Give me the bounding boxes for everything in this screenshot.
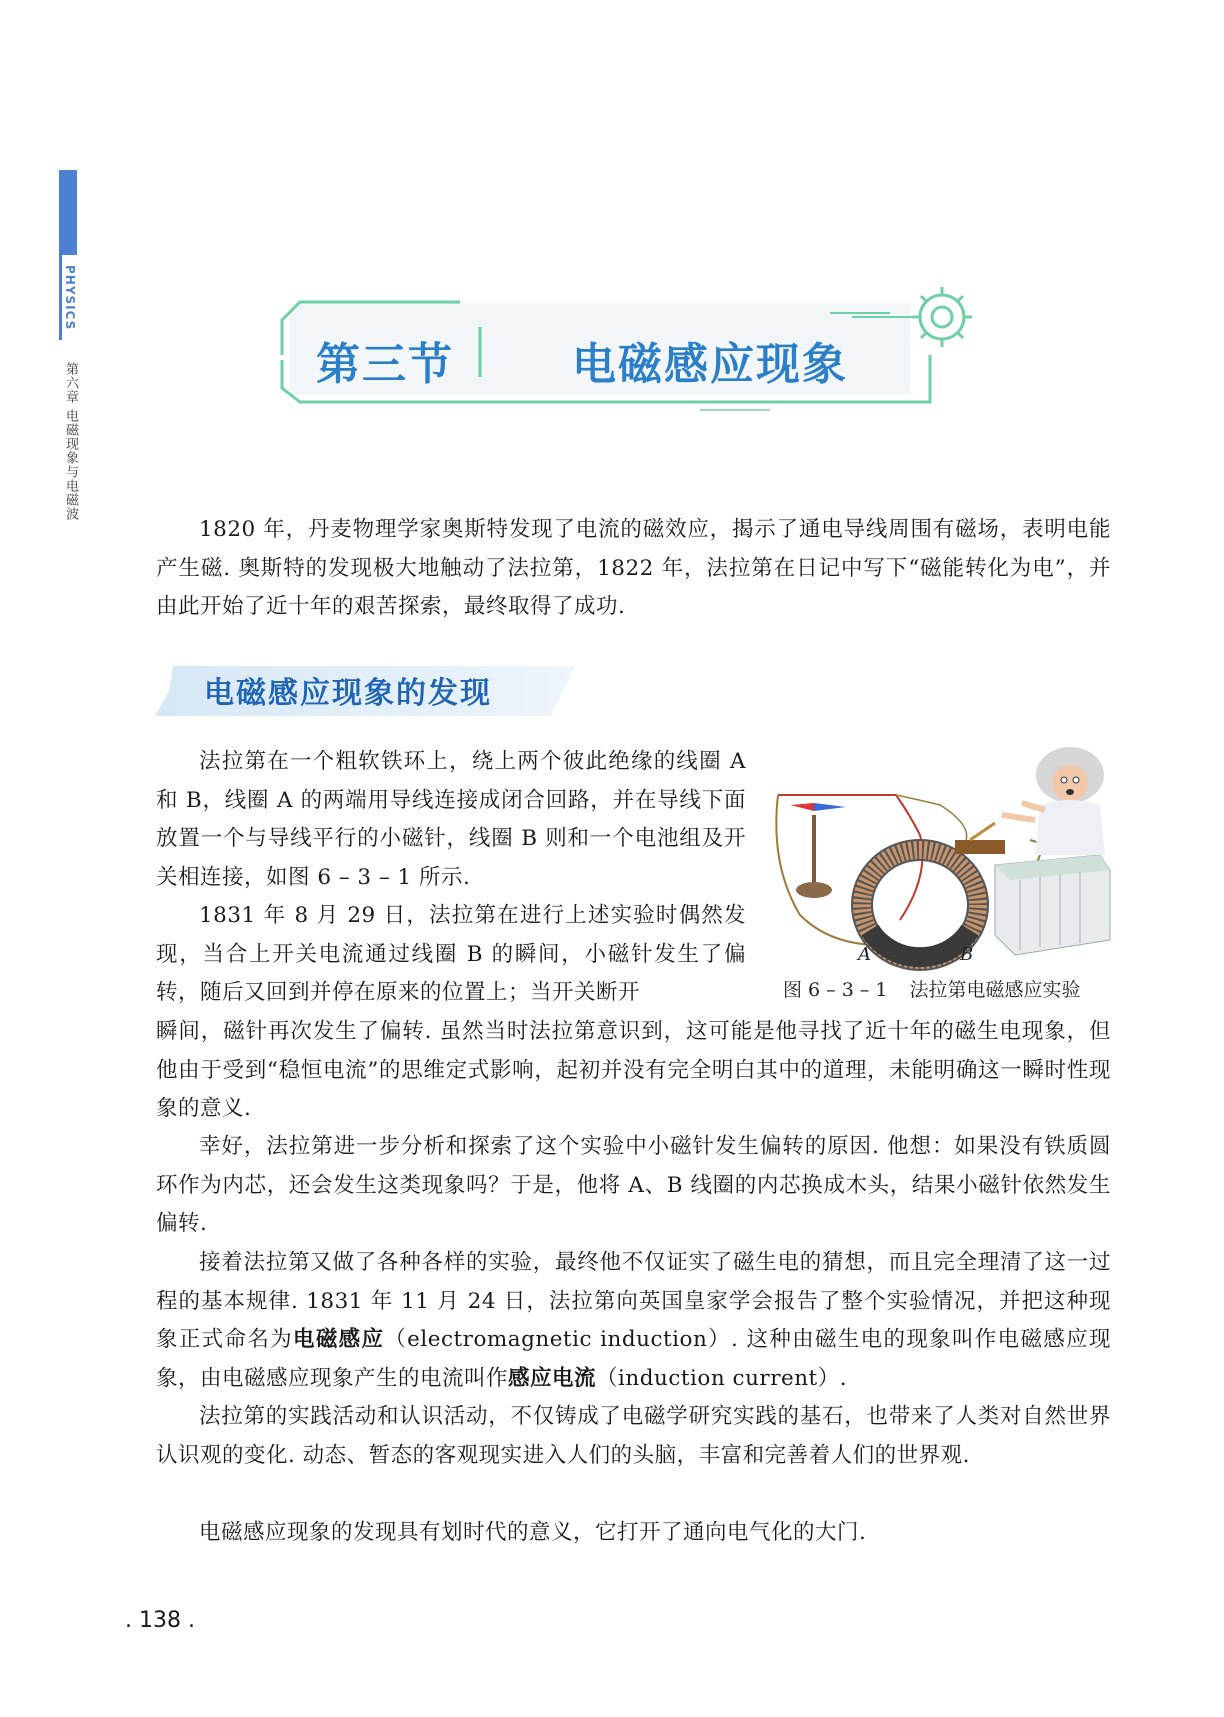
subsection-title: 电磁感应现象的发现 [204, 676, 492, 711]
paragraph-conclusion: 电磁感应现象的发现具有划时代的意义，它打开了通向电气化的大门. [199, 1520, 867, 1545]
figure-caption [783, 975, 1080, 1002]
paragraph-discovery-lead: 1831 年 8 月 29 日，法拉第在进行上述实验时偶然发现，当合上开关电流通过线圈 B 的瞬间，小磁针发生了偏转，随后又回到并停在原来的位置上；当开关断开 [156, 903, 746, 1005]
paragraph-analysis: 幸好，法拉第进一步分析和探索了这个实验中小磁针发生偏转的原因. 他想：如果没有铁质圆环作为内芯，还会发生这类现象吗？于是，他将 A、B 线圈的内芯换成木头，结果小磁针依然发生偏转. [156, 1134, 1111, 1236]
definition-text-c: （induction current）. [596, 1365, 848, 1391]
side-chapter-label: 第六章 电磁现象与电磁波 [63, 362, 78, 522]
side-subject-label: PHYSICS [59, 255, 77, 340]
intro-paragraph: 1820 年，丹麦物理学家奥斯特发现了电流的磁效应，揭示了通电导线周围有磁场，表明电能产生磁. 奥斯特的发现极大地触动了法拉第，1822 年，法拉第在日记中写下“磁能转化为电”，并由此开始了近十年的艰苦探索，最终取得了成功. [156, 517, 1111, 619]
figure-caption-text: 法拉第电磁感应实验 [909, 979, 1081, 1001]
paragraph-definition [156, 1244, 1111, 1398]
page-number: . 138 . [125, 1608, 195, 1633]
faraday-experiment-figure [770, 745, 1115, 980]
term-electromagnetic-induction: 电磁感应 [293, 1327, 385, 1352]
coil-b-label: B [960, 944, 974, 965]
figure-number: 图 6 – 3 – 1 [783, 979, 888, 1001]
section-number: 第三节 [316, 339, 454, 390]
paragraph-discovery-rest: 瞬间，磁针再次发生了偏转. 虽然当时法拉第意识到，这可能是他寻找了近十年的磁生电现象，但他由于受到“稳恒电流”的思维定式影响，起初并没有完全明白其中的道理，未能明确这一瞬时性现象的意义. [156, 1019, 1111, 1121]
term-induction-current: 感应电流 [508, 1365, 597, 1391]
paragraph-significance: 法拉第的实践活动和认识活动，不仅铸成了电磁学研究实践的基石，也带来了人类对自然世界认识观的变化. 动态、暂态的客观现实进入人们的头脑，丰富和完善着人们的世界观. [156, 1404, 1111, 1468]
definition-text-a: 接着法拉第又做了各种各样的实验，最终他不仅证实了磁生电的猜想，而且完全理清了这一过程的基本规律. 1831 年 11 月 24 日，法拉第向英国皇家学会报告了整个实验情况，并把这种现象正式命名为 [156, 1250, 1111, 1352]
coil-a-label: A [858, 944, 871, 965]
section-title: 电磁感应现象 [572, 339, 848, 390]
definition-text-b: （electromagnetic induction）. 这种由磁生电的现象叫作电磁感应现象，由电磁感应现象产生的电流叫作 [156, 1327, 1111, 1391]
paragraph-setup: 法拉第在一个粗软铁环上，绕上两个彼此绝缘的线圈 A 和 B，线圈 A 的两端用导线连接成闭合回路，并在导线下面放置一个与导线平行的小磁针，线圈 B 则和一个电池组及开关相连接，如图 6 – 3 – 1 所示. [156, 749, 746, 890]
